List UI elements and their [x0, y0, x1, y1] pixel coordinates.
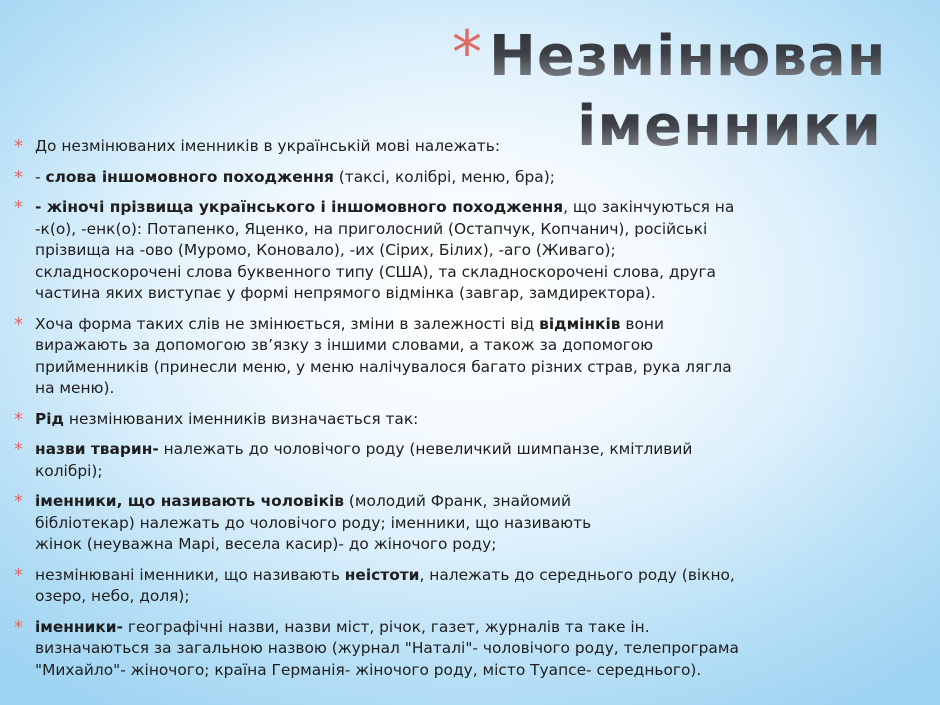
- bullet-text: Хоча форма таких слів не змінюється, зміни в залежності від: [35, 314, 540, 333]
- bullet-item: [14, 617, 754, 682]
- bullet-bold-text: Рід: [35, 409, 64, 428]
- title-line-1: [452, 18, 907, 92]
- bullet-text: , належать до середнього роду (вікно, озеро, небо, доля);: [35, 565, 735, 605]
- title-text-1: Незмінювані: [489, 24, 907, 89]
- bullet-item: [14, 197, 754, 305]
- bullet-list: [14, 136, 754, 690]
- bullet-text: (молодий Франк, знайомий біблiотекар) належать до чоловічого роду; іменники, що називають жінок (неуважна Марі, весела касир)- до жіночого роду;: [35, 492, 592, 553]
- bullet-item: [14, 439, 754, 482]
- bullet-star-icon: *: [14, 136, 23, 157]
- bullet-item: [14, 409, 754, 431]
- bullet-text: географічні назви, назви міст, річок, газет, журналів та таке ін. визначаються за загальною назвою (журнал "Наталі"- чоловічого роду, телепрограма "Михайло"- жіночого; країна Германія- жіночого роду, місто Туапсе- середнього).: [35, 617, 739, 679]
- bullet-text: , що закінчуються на -к(о), -енк(о): Потапенко, Яценко, на приголосний (Остапчук, Копчанич), російські прізвища на -ово (Муромо, Коновало), -их (Сірих, Білих), -аго (Живаго); складноскорочені слова буквенного типу (США), та складноскорочені слова, друга частина яких виступає у формі непрямого відмінка (завгар, замдиректора).: [35, 198, 735, 302]
- bullet-star-icon: *: [14, 564, 23, 586]
- title-star-icon: *: [452, 18, 483, 88]
- bullet-item: [14, 136, 754, 158]
- bullet-star-icon: *: [14, 313, 23, 335]
- bullet-star-icon: *: [14, 491, 23, 512]
- bullet-star-icon: *: [14, 616, 23, 638]
- bullet-text: незмінюваних іменників визначається так:: [64, 409, 419, 428]
- bullet-text: незмінювані іменники, що називають: [35, 565, 345, 584]
- bullet-bold-text: іменники-: [35, 617, 123, 636]
- bullet-bold-text: неістоти: [344, 565, 420, 584]
- bullet-bold-text: відмінків: [539, 314, 621, 333]
- bullet-text: вони виражають за допомогою зв’язку з іншими словами, а також за допомогою прийменників (принесли меню, у меню налічувалося багато різних страв, рука лягла на меню).: [35, 314, 732, 397]
- bullet-item: [14, 167, 754, 189]
- title-line-2: іменники: [452, 92, 882, 162]
- bullet-star-icon: *: [14, 166, 23, 188]
- bullet-item: [14, 565, 754, 608]
- bullet-text: -: [35, 167, 46, 186]
- bullet-bold-text: - жіночі прізвища українського і іншомовного походження: [35, 198, 564, 216]
- bullet-star-icon: *: [14, 408, 23, 430]
- bullet-text: (таксі, колібрі, меню, бра);: [333, 167, 555, 186]
- bullet-bold-text: іменники, що називають чоловіків: [35, 492, 345, 510]
- bullet-star-icon: *: [14, 439, 23, 460]
- bullet-text: належать до чоловічого роду (невеличкий шимпанзе, кмітливий колібрі);: [35, 440, 693, 480]
- bullet-bold-text: слова іншомовного походження: [45, 167, 334, 186]
- bullet-text: До незмінюваних іменників в українській мові належать:: [35, 137, 501, 155]
- bullet-item: [14, 491, 615, 556]
- bullet-item: [14, 314, 754, 400]
- bullet-star-icon: *: [14, 197, 23, 218]
- bullet-bold-text: назви тварин-: [35, 440, 159, 458]
